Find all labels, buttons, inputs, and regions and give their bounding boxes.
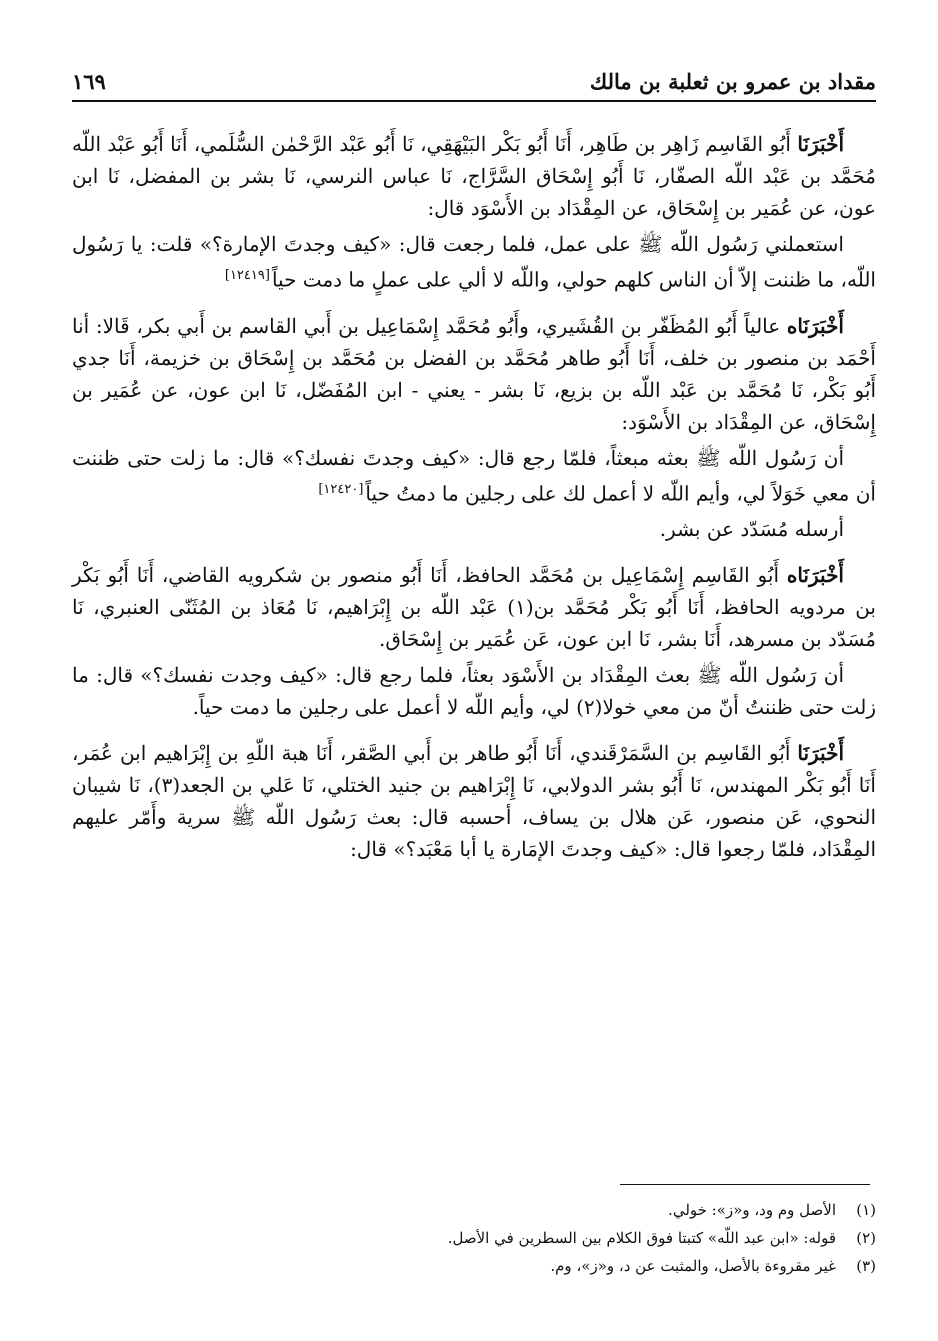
lead-word: أَخْبَرَنَا — [797, 132, 844, 156]
matn-paragraph — [72, 228, 876, 296]
footnote-number: (٢) — [856, 1229, 876, 1247]
lead-word: أَخْبَرَنَاه — [786, 313, 844, 338]
isnad-paragraph — [72, 310, 876, 438]
running-header — [72, 58, 876, 102]
paragraph-text: أن رَسُول اللّه ﷺ بعث المِقْدَاد بن الأَسْوَد بعثاً، فلما رجع قال: «كيف وجدت نفسك؟» قال: ما زلت حتى ظننتُ أنّ من معي خولا(٢) لي، وأيم اللّه لا أعمل على رجلين ما دمت حياً. — [72, 663, 876, 720]
header-title: مقداد بن عمرو بن ثعلبة بن مالك — [589, 69, 876, 94]
lead-word: أَخْبَرَنَاه — [786, 563, 844, 588]
lead-word: أَخْبَرَنَا — [797, 741, 844, 766]
footnote-text: الأصل وم ود، و«ز»: خولي. — [668, 1201, 836, 1219]
paragraph-text: أن رَسُول اللّه ﷺ بعثه مبعثاً، فلمّا رجع قال: «كيف وجدتَ نفسك؟» قال: ما زلت حتى ظننت أن معي خَوَلاً لي، وأيم اللّه لا أعمل لك على رجلين ما دمتُ حياً — [72, 445, 876, 506]
paragraph-text: أرسله مُسَدّد عن بشر. — [659, 517, 844, 542]
hadith-number: [١٢٤٢٠] — [318, 481, 364, 497]
matn-paragraph — [72, 659, 876, 723]
main-text — [72, 128, 876, 869]
footnote — [72, 1196, 876, 1224]
footnote-number: (٣) — [856, 1257, 876, 1275]
hadith-number: [١٢٤١٩] — [224, 268, 270, 283]
isnad-paragraph — [72, 559, 876, 655]
isnad-paragraph — [72, 737, 876, 865]
footnote-text: غير مقروءة بالأصل، والمثبت عن د، و«ز»، وم. — [550, 1257, 836, 1275]
paragraph-text: عالياً أَبُو المُظَفّر بن القُشَيري، وأَبُو مُحَمَّد إِسْمَاعِيل بن أَبي القاسم بن أَبي بكر، قَالا: أنا أَحْمَد بن منصور بن خلف، أَنَا أَبُو طاهر مُحَمَّد بن الفضل بن مُحَمَّد بن إِسْحَاق بن خزيمة، أَنَا جدي أَبُو بَكْر، نَا مُحَمَّد بن عَبْد اللّه بن بزيع، نَا بشر - يعني - ابن المُفَضّل، نَا ابن عون، عن عُمَير بن إِسْحَاق، عن المِقْدَاد بن الأَسْوَد: — [72, 313, 876, 434]
isnad-paragraph — [72, 128, 876, 224]
page-number: ١٦٩ — [72, 69, 106, 94]
footnote-divider — [620, 1184, 870, 1185]
footnotes — [72, 1196, 876, 1280]
paragraph-text: أَبُو القَاسِم إِسْمَاعِيل بن مُحَمَّد الحافظ، أَنَا أَبُو منصور بن شكرويه القاضي، أَنَا أَبُو بَكْر بن مردويه الحافظ، أَنَا أَبُو بَكْر مُحَمَّد بن(١) عَبْد اللّه بن إِبْرَاهيم، نَا مُعَاذ بن المُثَنّى العنبري، نَا مُسَدّد بن مسرهد، أَنَا بشر، نَا ابن عون، عَن عُمَير بن إِسْحَاق. — [72, 563, 876, 652]
footnote-text: قوله: «ابن عبد اللّه» كتبتا فوق الكلام بين السطرين في الأصل. — [447, 1229, 836, 1247]
paragraph-text: أَبُو القَاسِم زَاهِر بن طَاهِر، أَنَا أَبُو بَكْر البَيْهَقِي، نَا أَبُو عَبْد الرَّحْمٰن السُّلَمي، أَنَا أَبُو عَبْد اللّه مُحَمَّد بن عَبْد اللّه الصفّار، نَا أَبُو إِسْحَاق السَّرَّاج، نَا عباس النرسي، نَا بشر بن المفضل، نَا ابن عون، عن عُمَير بن إِسْحَاق، عن المِقْدَاد بن الأَسْوَد قال: — [72, 132, 876, 220]
matn-paragraph — [72, 442, 876, 510]
footnote — [72, 1252, 876, 1280]
footnote — [72, 1224, 876, 1252]
paragraph-text: استعملني رَسُول اللّه ﷺ على عمل، فلما رجعت قال: «كيف وجدتَ الإمارة؟» قلت: يا رَسُول اللّه، ما ظننت إلاّ أن الناس كلهم حولي، واللّه لا ألي على عملٍ ما دمت حياً — [72, 232, 876, 292]
note-paragraph — [72, 513, 876, 545]
paragraph-text: أَبُو القَاسِم بن السَّمَرْقَندي، أَنَا أَبُو طاهر بن أَبي الصَّقر، أَنَا هبة اللّهِ بن إِبْرَاهيم ابن عُمَر، أَنَا أَبُو بَكْر المهندس، نَا أَبُو بشر الدولابي، نَا إِبْرَاهيم بن جنيد الختلي، نَا عَلي بن الجعد(٣)، نَا شيبان النحوي، عَن منصور، عَن هلال بن يساف، أحسبه قال: بعث رَسُول اللّه ﷺ سرية وأَمّر عليهم المِقْدَاد، فلمّا رجعوا قال: «كيف وجدتَ الإمَارة يا أبا مَعْبَد؟» قال: — [72, 741, 876, 862]
footnote-number: (١) — [856, 1201, 876, 1219]
